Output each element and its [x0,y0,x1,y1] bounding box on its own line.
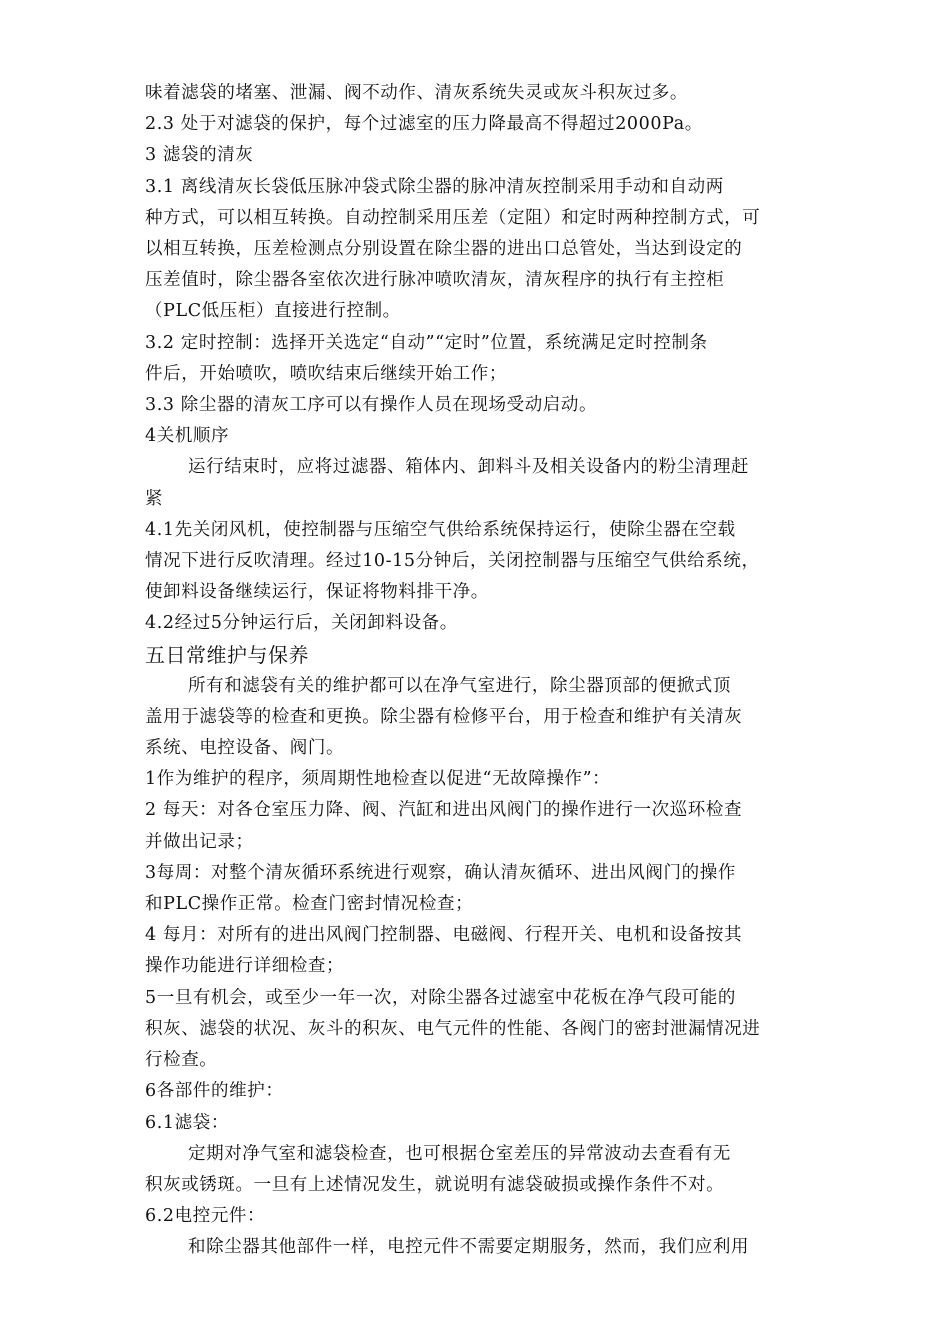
text-line: 定期对净气室和滤袋检查，也可根据仓室差压的异常波动去查看有无 [188,1143,731,1164]
text-line: 5一旦有机会，或至少一年一次，对除尘器各过滤室中花板在净气段可能的 [145,987,736,1008]
text-line: 并做出记录； [145,831,254,852]
text-line: 运行结束时，应将过滤器、箱体内、卸料斗及相关设备内的粉尘清理赶 [188,457,750,478]
text-line: 所有和滤袋有关的维护都可以在净气室进行，除尘器顶部的便掀式顶 [188,675,731,696]
text-line: 2 每天：对各仓室压力降、阀、汽缸和进出风阀门的操作进行一次巡环检查 [145,800,743,821]
text-line: 4 每月：对所有的进出风阀门控制器、电磁阀、行程开关、电机和设备按其 [145,925,743,946]
text-line: 系统、电控设备、阀门。 [145,738,345,759]
text-line: 3.1 离线清灰长袋低压脉冲袋式除尘器的脉冲清灰控制采用手动和自动两 [145,176,724,197]
text-line: （PLC低压柜）直接进行控制。 [145,301,401,322]
text-line: 3每周：对整个清灰循环系统进行观察，确认清灰循环、进出风阀门的操作 [145,862,736,883]
text-line: 和PLC操作正常。检查门密封情况检查； [145,894,474,915]
text-line: 3.2 定时控制：选择开关选定“自动”“定时”位置，系统满足定时控制条 [145,332,708,353]
section-heading: 3 滤袋的清灰 [145,145,254,166]
text-line: 味着滤袋的堵塞、泄漏、阀不动作、清灰系统失灵或灰斗积灰过多。 [145,83,688,103]
text-line: 4.1先关闭风机，使控制器与压缩空气供给系统保持运行，使除尘器在空载 [145,519,736,540]
text-line: 积灰、滤袋的状况、灰斗的积灰、电气元件的性能、各阀门的密封泄漏情况进 [145,1018,761,1039]
text-line: 2.3 处于对滤袋的保护，每个过滤室的压力降最高不得超过2000Pa。 [145,114,703,135]
text-line: 以相互转换，压差检测点分别设置在除尘器的进出口总管处，当达到设定的 [145,239,743,260]
text-line: 行检查。 [145,1050,218,1071]
text-line: 压差值时，除尘器各室依次进行脉冲喷吹清灰，清灰程序的执行有主控柜 [145,270,725,291]
text-line: 3.3 除尘器的清灰工序可以有操作人员在现场受动启动。 [145,395,598,416]
text-line: 盖用于滤袋等的检查和更换。除尘器有检修平台，用于检查和维护有关清灰 [145,706,743,727]
text-line: 种方式，可以相互转换。自动控制采用压差（定阻）和定时两种控制方式，可 [145,207,761,228]
text-line: 积灰或锈斑。一旦有上述情况发生，就说明有滤袋破损或操作条件不对。 [145,1174,725,1195]
section-heading: 4关机顺序 [145,426,230,447]
document-body [145,78,815,1264]
text-line: 6各部件的维护： [145,1081,284,1102]
text-line: 操作功能进行详细检查； [145,956,345,977]
text-line: 使卸料设备继续运行，保证将物料排干净。 [145,582,489,603]
text-line: 情况下进行反吹清理。经过10-15分钟后，关闭控制器与压缩空气供给系统， [145,551,760,572]
text-line: 件后，开始喷吹，喷吹结束后继续开始工作； [145,363,507,384]
text-line: 6.2电控元件： [145,1206,266,1227]
chapter-heading: 五日常维护与保养 [145,642,309,667]
text-line: 6.1滤袋： [145,1112,229,1133]
text-line: 4.2经过5分钟运行后，关闭卸料设备。 [145,613,458,634]
text-line: 1作为维护的程序，须周期性地检查以促进“无故障操作”： [145,769,611,790]
text-line: 和除尘器其他部件一样，电控元件不需要定期服务，然而，我们应利用 [188,1237,750,1258]
text-line: 紧 [145,488,164,509]
